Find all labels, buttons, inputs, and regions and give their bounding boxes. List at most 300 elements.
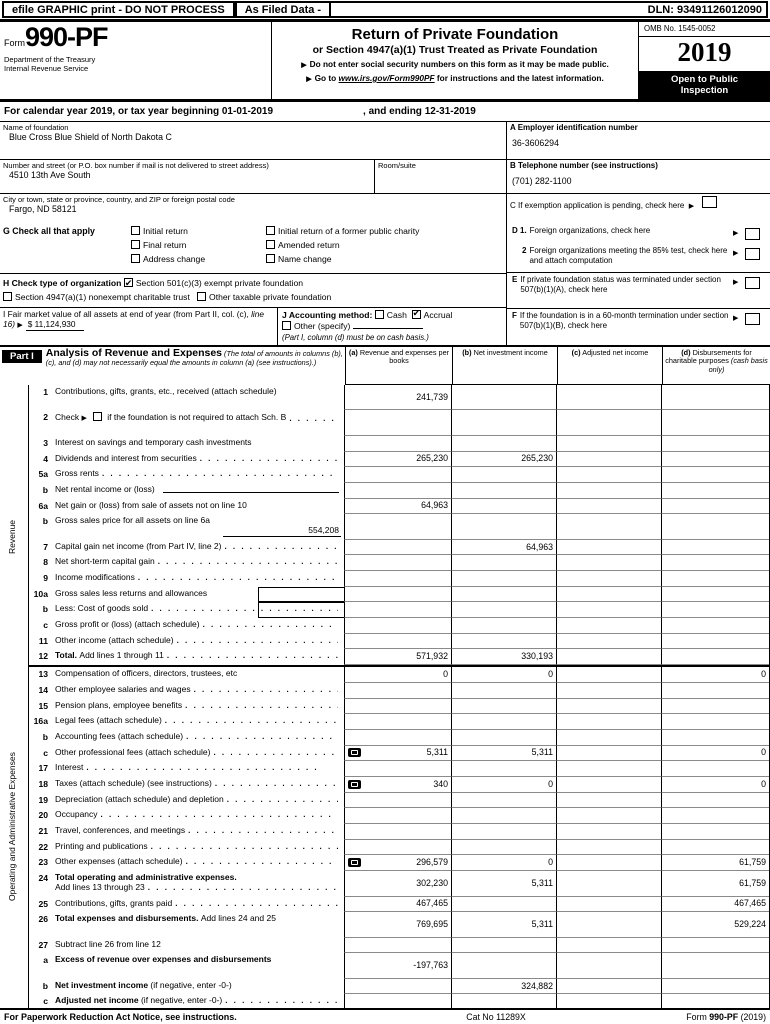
cell-d <box>661 385 769 410</box>
line-number: b <box>42 484 48 495</box>
initial-return-checkbox[interactable] <box>131 226 140 235</box>
exemption-pending-checkbox[interactable] <box>702 196 717 208</box>
address-change-checkbox[interactable] <box>131 254 140 263</box>
f-text: If the foundation is in a 60-month termination under section 507(b)(1)(B), check here <box>519 311 729 330</box>
line-label-text: Capital gain net income (from Part IV, line 2) <box>55 540 222 551</box>
cell-b <box>451 824 556 840</box>
j-note: (Part I, column (d) must be on cash basis.) <box>282 333 429 342</box>
cell-a <box>344 587 451 603</box>
cell-a <box>344 483 451 499</box>
cell-a <box>344 667 451 683</box>
leader-dots <box>165 716 338 726</box>
cell-b <box>451 634 556 650</box>
line-number: 27 <box>38 939 48 950</box>
part1-row-c <box>29 618 769 634</box>
arrow-icon <box>301 59 309 69</box>
leader-dots <box>227 795 338 805</box>
org-other-taxable-checkbox[interactable] <box>197 292 206 301</box>
g-option-label: Name change <box>278 254 332 264</box>
final-return-checkbox[interactable] <box>131 240 140 249</box>
d1-label: D 1. <box>512 226 527 235</box>
cell-d <box>661 618 769 634</box>
line-label <box>55 761 344 777</box>
line-number: 10a <box>33 588 48 599</box>
arrow-icon <box>733 313 741 324</box>
j-label: J Accounting method: <box>282 310 373 320</box>
leader-dots <box>167 651 338 661</box>
sixty-month-termination-checkbox[interactable] <box>745 313 760 325</box>
fill-in-rule <box>163 492 339 493</box>
d2-label: 2 <box>522 246 527 255</box>
cell-d <box>661 699 769 715</box>
cell-c <box>556 514 661 539</box>
line-label <box>55 452 344 468</box>
sub-amount-box <box>258 602 344 618</box>
ein-value: 36-3606294 <box>512 138 559 148</box>
section-d1 <box>507 224 770 244</box>
cell-d <box>661 483 769 499</box>
cell-d <box>661 824 769 840</box>
cell-a <box>344 793 451 809</box>
leader-dots <box>186 732 338 742</box>
cell-d <box>661 730 769 746</box>
cell-value: 0 <box>548 669 553 679</box>
part1-row-3 <box>29 436 769 452</box>
page-footer <box>0 1008 770 1024</box>
line-label <box>55 714 344 730</box>
i-text: I Fair market value of all assets at end of year (from Part II, col. (c), <box>3 309 249 319</box>
cell-a <box>344 840 451 856</box>
cell-a <box>344 871 451 896</box>
line-number: 22 <box>38 841 48 852</box>
cell-c <box>556 840 661 856</box>
part1-tag: Part I <box>2 350 42 363</box>
foreign-org-checkbox[interactable] <box>745 228 760 240</box>
cell-value: 302,230 <box>416 877 448 888</box>
h-opt2-label: Section 4947(a)(1) nonexempt charitable trust <box>15 292 190 302</box>
cell-value: 0 <box>761 778 766 789</box>
cell-a <box>344 761 451 777</box>
part1-row-4 <box>29 452 769 468</box>
line-label-text: Excess of revenue over expenses and disbursements <box>55 954 272 965</box>
col-b-header: (b) Net investment income <box>452 347 557 385</box>
city-label: City or town, state or province, country, and ZIP or foreign postal code <box>3 195 235 204</box>
amended-return-checkbox[interactable] <box>266 240 275 249</box>
cell-b <box>451 871 556 896</box>
line-label-text: Total. Add lines 1 through 11 <box>55 650 164 661</box>
cell-value: 265,230 <box>521 453 553 464</box>
cell-value: 0 <box>548 778 553 789</box>
line-label <box>55 840 344 856</box>
calendar-end: , and ending 12-31-2019 <box>363 106 476 117</box>
cell-c <box>556 730 661 746</box>
cell-b <box>451 761 556 777</box>
leader-dots <box>138 573 338 583</box>
street-label: Number and street (or P.O. box number if mail is not delivered to street address) <box>3 161 269 170</box>
form-title: Return of Private Foundation <box>351 26 559 43</box>
part1-row-15 <box>29 699 769 715</box>
part1-row-5a <box>29 467 769 483</box>
cell-c <box>556 618 661 634</box>
room-suite-label: Room/suite <box>378 161 416 170</box>
line-label-text: Gross rents <box>55 468 99 479</box>
cell-a <box>344 979 451 995</box>
cell-d <box>661 540 769 556</box>
cell-d <box>661 634 769 650</box>
cell-value: 5,311 <box>531 918 553 929</box>
line-label <box>55 667 344 683</box>
entity-block <box>0 122 770 224</box>
line-label-text: Contributions, gifts, grants paid <box>55 897 173 908</box>
section-d2 <box>507 244 770 272</box>
line-number: 19 <box>38 794 48 805</box>
form-number: 990-PF <box>25 22 108 52</box>
line-number: 6a <box>38 500 48 511</box>
cell-c <box>556 667 661 683</box>
part1-row-b <box>29 483 769 499</box>
cell-b <box>451 777 556 793</box>
cell-b <box>451 602 556 618</box>
phone-row <box>507 160 770 194</box>
irs-label: Internal Revenue Service <box>4 64 89 73</box>
part1-row-12 <box>29 649 769 665</box>
h-opt1-label: Section 501(c)(3) exempt private foundation <box>135 278 304 288</box>
org-4947a1-checkbox[interactable] <box>3 292 12 301</box>
line-label <box>55 871 344 896</box>
cell-b <box>451 452 556 468</box>
irs-link[interactable]: www.irs.gov/Form990PF <box>338 73 435 83</box>
cell-a <box>344 938 451 954</box>
part1-row-17 <box>29 761 769 777</box>
line-label <box>55 979 344 995</box>
sub-amount-box <box>258 587 344 603</box>
cell-b <box>451 953 556 978</box>
city-row <box>0 194 506 224</box>
goto-post: for instructions and the latest information. <box>434 73 604 83</box>
cell-b <box>451 979 556 995</box>
initial-return-former-checkbox[interactable] <box>266 226 275 235</box>
cell-b <box>451 793 556 809</box>
cell-value: 467,465 <box>416 898 448 909</box>
cell-value: 64,963 <box>421 500 448 511</box>
cell-d <box>661 602 769 618</box>
cell-c <box>556 499 661 515</box>
line-label <box>55 467 344 483</box>
cell-d <box>661 746 769 762</box>
line-label <box>55 410 344 435</box>
form-title-block <box>272 22 638 99</box>
line-label <box>55 649 344 665</box>
cell-d <box>661 452 769 468</box>
line-label-text: Other employee salaries and wages <box>55 683 191 694</box>
cell-a <box>344 824 451 840</box>
cell-d <box>661 840 769 856</box>
cell-a <box>344 730 451 746</box>
h-label: H Check type of organization <box>3 278 122 288</box>
cell-d <box>661 808 769 824</box>
line-number: 17 <box>38 763 48 774</box>
g-option-label: Initial return <box>143 226 188 236</box>
cell-c <box>556 938 661 954</box>
part1-row-10a <box>29 587 769 603</box>
section-i <box>0 308 278 345</box>
line-label <box>55 618 344 634</box>
cell-a <box>344 514 451 539</box>
form-header <box>0 22 770 102</box>
foundation-name-row <box>0 122 506 160</box>
line-label-text: Gross sales less returns and allowances <box>55 587 208 598</box>
as-filed-label: As Filed Data - <box>235 1 331 18</box>
cell-value: 265,230 <box>416 453 448 464</box>
line-number: c <box>43 620 48 631</box>
cell-value: 467,465 <box>734 898 766 909</box>
line-label-text: Legal fees (attach schedule) <box>55 715 162 726</box>
accrual-method-checkbox[interactable] <box>412 310 421 319</box>
foreign-org-85-checkbox[interactable] <box>745 248 760 260</box>
line-label <box>55 514 344 539</box>
status-terminated-checkbox[interactable] <box>745 277 760 289</box>
part1-row-14 <box>29 683 769 699</box>
cell-a <box>344 699 451 715</box>
cell-c <box>556 871 661 896</box>
cell-d <box>661 555 769 571</box>
line-number: b <box>42 731 48 742</box>
cell-a <box>344 452 451 468</box>
line-label <box>55 777 344 793</box>
line-label <box>55 634 344 650</box>
cell-a <box>344 540 451 556</box>
line-number: b <box>42 604 48 615</box>
cell-d <box>661 467 769 483</box>
line-label <box>55 571 344 587</box>
line-label-text: Gross profit or (loss) (attach schedule) <box>55 619 200 630</box>
line-number: 5a <box>38 469 48 480</box>
part1-row-26 <box>29 912 769 937</box>
cell-d <box>661 649 769 665</box>
line-label-text: Interest <box>55 762 84 773</box>
cell-b <box>451 667 556 683</box>
leader-dots <box>101 810 338 820</box>
cell-d <box>661 912 769 937</box>
cell-a <box>344 618 451 634</box>
revenue-side-label: Revenue <box>7 519 17 555</box>
attachment-icon[interactable] <box>348 858 361 867</box>
line-label <box>55 912 344 937</box>
cell-a <box>344 634 451 650</box>
cell-a <box>344 602 451 618</box>
cell-c <box>556 793 661 809</box>
cell-a <box>344 897 451 913</box>
cell-c <box>556 483 661 499</box>
arrow-icon <box>733 248 741 259</box>
cell-c <box>556 953 661 978</box>
part1-row-13 <box>29 665 769 683</box>
line-number: 1 <box>43 387 48 397</box>
cell-a <box>344 436 451 452</box>
schB-not-required-checkbox[interactable] <box>93 412 102 421</box>
cell-d <box>661 761 769 777</box>
part1-row-2 <box>29 410 769 435</box>
cell-c <box>556 824 661 840</box>
cell-a <box>344 808 451 824</box>
line-label-text: Accounting fees (attach schedule) <box>55 730 184 741</box>
cell-d <box>661 499 769 515</box>
cell-value: 5,311 <box>531 747 553 758</box>
part1-row-19 <box>29 793 769 809</box>
arrow-icon <box>689 201 697 210</box>
cell-d <box>661 683 769 699</box>
part1-row-24 <box>29 871 769 896</box>
line-label-text: Net investment income (if negative, enter -0-) <box>55 979 232 990</box>
line-label <box>55 555 344 571</box>
line-label-text: Contributions, gifts, grants, etc., received (attach schedule) <box>55 386 277 396</box>
line-label-text: Net rental income or (loss) <box>55 483 155 494</box>
line-number: c <box>43 747 48 758</box>
line-label-text: Add lines 13 through 23 <box>55 881 145 892</box>
leader-dots <box>213 748 338 758</box>
line-label-text: Gross sales price for all assets on line 6a <box>55 515 210 526</box>
line-number: 23 <box>38 857 48 868</box>
line-label <box>55 938 344 954</box>
foundation-name-label: Name of foundation <box>3 123 69 132</box>
cell-d <box>661 897 769 913</box>
section-g <box>0 224 506 274</box>
dept-treasury: Department of the Treasury <box>4 55 96 64</box>
leader-dots <box>148 883 338 893</box>
cell-value: 0 <box>548 857 553 868</box>
leader-dots <box>186 857 338 867</box>
calendar-year-line <box>0 102 770 122</box>
city-value: Fargo, ND 58121 <box>9 204 77 214</box>
arrow-icon <box>306 73 314 83</box>
leader-dots <box>194 685 338 695</box>
cell-b <box>451 410 556 435</box>
line-label <box>55 746 344 762</box>
cell-value: 61,759 <box>739 857 766 868</box>
cell-a <box>344 385 451 410</box>
col-a-header: (a) Revenue and expenses per books <box>345 347 452 385</box>
expenses-side-label: Operating and Administrative Expenses <box>7 752 17 902</box>
cell-value: 0 <box>761 747 766 758</box>
cell-b <box>451 938 556 954</box>
efile-topbar <box>0 0 770 22</box>
cell-d <box>661 714 769 730</box>
org-501c3-checkbox[interactable] <box>124 278 133 287</box>
tax-year: 2019 <box>639 37 770 72</box>
cash-method-checkbox[interactable] <box>375 310 384 319</box>
line-label-text: Income modifications <box>55 572 135 583</box>
part1-row-6a <box>29 499 769 515</box>
part1-row-c <box>29 746 769 762</box>
line-label <box>55 540 344 556</box>
cell-value: 64,963 <box>526 541 553 552</box>
line-label-text: Dividends and interest from securities <box>55 452 197 463</box>
cell-d <box>661 587 769 603</box>
line-number: 13 <box>38 669 48 680</box>
cell-a <box>344 855 451 871</box>
cell-b <box>451 649 556 665</box>
efile-label: efile GRAPHIC print - DO NOT PROCESS <box>2 1 235 18</box>
cell-c <box>556 777 661 793</box>
cell-c <box>556 587 661 603</box>
dln-label: DLN: 93491126012090 <box>331 1 768 18</box>
part1-row-16a <box>29 714 769 730</box>
leader-dots <box>188 826 338 836</box>
g-option-label: Final return <box>143 240 187 250</box>
line-number: 7 <box>43 541 48 552</box>
name-change-checkbox[interactable] <box>266 254 275 263</box>
cell-b <box>451 840 556 856</box>
section-j <box>278 308 506 345</box>
street-value: 4510 13th Ave South <box>9 170 91 180</box>
catalog-number: Cat No 11289X <box>466 1012 526 1022</box>
line-number: 4 <box>43 453 48 464</box>
cell-d <box>661 938 769 954</box>
line-label <box>55 793 344 809</box>
cell-d <box>661 855 769 871</box>
e-label: E <box>512 275 518 284</box>
cell-value: 296,579 <box>416 857 448 868</box>
attachment-icon[interactable] <box>348 748 361 757</box>
i-line16: line 16) <box>3 309 264 329</box>
arrow-icon <box>733 228 741 239</box>
part1-note: (The total of amounts in columns (b), (c), and (d) may not necessarily equal the amounts in column (a) (see instructions).) <box>45 349 343 367</box>
phone-value: (701) 282-1100 <box>512 176 572 186</box>
cell-d <box>661 777 769 793</box>
line-label <box>55 824 344 840</box>
line-label-text: Adjusted net income (if negative, enter -0-) <box>55 995 223 1006</box>
cell-c <box>556 452 661 468</box>
cell-c <box>556 555 661 571</box>
g-label: G Check all that apply <box>3 226 95 236</box>
line-number: 9 <box>43 573 48 584</box>
line-label <box>55 808 344 824</box>
cell-b <box>451 540 556 556</box>
cell-value: 529,224 <box>734 918 766 929</box>
cell-b <box>451 730 556 746</box>
line-label-text: Check ▶ if the foundation is not required to attach Sch. B <box>55 412 286 424</box>
part1-title: Analysis of Revenue and Expenses <box>45 347 222 359</box>
cell-b <box>451 587 556 603</box>
cell-c <box>556 436 661 452</box>
part1-row-21 <box>29 824 769 840</box>
section-f <box>507 308 770 345</box>
g-option-label: Address change <box>143 254 206 264</box>
street-row <box>0 160 506 194</box>
line-label-text: Other expenses (attach schedule) <box>55 856 183 867</box>
cell-b <box>451 683 556 699</box>
line-number: 12 <box>38 651 48 662</box>
line-number: 14 <box>38 684 48 695</box>
cell-b <box>451 714 556 730</box>
phone-label: B Telephone number (see instructions) <box>510 161 658 170</box>
fair-market-value: $ 11,124,930 <box>26 319 84 331</box>
h-opt3-label: Other taxable private foundation <box>209 292 332 302</box>
cell-d <box>661 953 769 978</box>
section-h <box>0 274 506 308</box>
other-method-checkbox[interactable] <box>282 321 291 330</box>
cell-d <box>661 979 769 995</box>
attachment-icon[interactable] <box>348 780 361 789</box>
cell-value: 0 <box>443 669 448 679</box>
cell-value: 324,882 <box>521 980 553 991</box>
line-number: 21 <box>38 826 48 837</box>
accrual-label: Accrual <box>423 310 453 320</box>
leader-dots <box>224 542 338 552</box>
line-label-text: Total operating and administrative expenses. <box>55 872 237 883</box>
cell-value: 769,695 <box>416 918 448 929</box>
part1-row-27 <box>29 938 769 954</box>
